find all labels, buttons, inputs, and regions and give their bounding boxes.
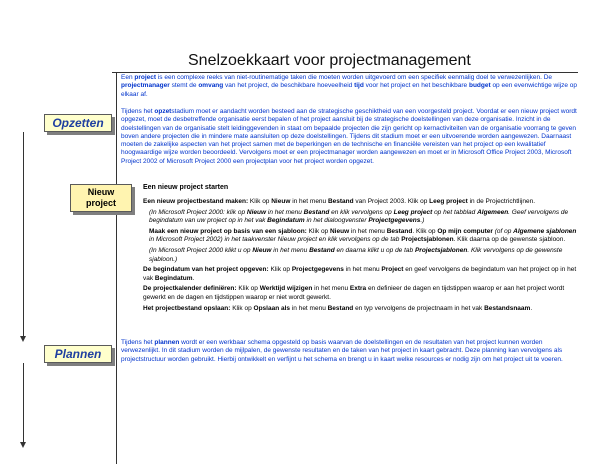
opzetten-arrow-line (23, 132, 24, 337)
instruction-template: Maak een nieuw project op basis van een sjabloon: Klik op Nieuw in het menu Bestand. Klik op Op mijn computer (of op Algemene sjablonen in Microsoft Project 2002) in het taakvenster Nieuw project en klik vervolgens op de tab Projectsjablonen. Klik daarna op de gewenste sjabloon. (149, 228, 577, 244)
phase-plannen: Plannen (44, 345, 112, 363)
title-underline (112, 72, 578, 73)
opzet-paragraph: Tijdens het opzetstadium moet er aandacht worden besteed aan de strategische geschiktheid van een voorgesteld project. Voordat er een nieuw project wordt opgezet, moet de desbetreffende organisatie eerst bepalen of het project aansluit bij de strategische doelstellingen van deze organisatie. Inzicht in de doelstellingen van de organisatie stelt leidinggevenden in staat om bepaalde projecten die zijn gericht op kernactiviteiten van de organisatie voorrang te geven boven andere projecten die in mindere mate aansluiten op deze doelstellingen. Tijdens dit stadium moet er een uitvoerende worden aangewezen. Daarnaast moeten de zakelijke aspecten van het project samen met de beperkingen en de technische en financiële vereisten van het project op een kwalitatief hoogwaardige wijze worden beoordeeld. Vervolgens moet er een projectmanager worden aangewezen en moet er in Microsoft Office Project 2003, Microsoft Project 2002 of Microsoft Project 2000 een projectplan voor het project worden opgezet. (121, 108, 577, 165)
content-divider (116, 72, 117, 464)
step-label-line1: Nieuw (87, 187, 115, 197)
instruction-calendar: De projectkalender definiëren: Klik op Werktijd wijzigen in het menu Extra en definieer de dagen en tijdstippen waarop er aan het project wordt gewerkt en de dagen en tijdstippen waarop er niet wordt gewerkt. (143, 285, 565, 301)
instruction-template-2000: (In Microsoft Project 2000 klikt u op Nieuw in het menu Bestand en daarna klikt u op de tab Projectsjablonen. Klik vervolgens op de gewenste sjabloon.) (149, 247, 563, 263)
page-title: Snelzoekkaart voor projectmanagement (188, 52, 471, 69)
new-project-section (143, 184, 581, 315)
phase-opzetten: Opzetten (44, 114, 112, 132)
intro-paragraph: Een project is een complexe reeks van niet-routinematige taken die moeten worden uitgevoerd om een specifiek eenmalig doel te verwezenlijken. De projectmanager stemt de omvang van het project, de beschikbare hoeveelheid tijd voor het project en het beschikbare budget op een evenwichtige wijze op elkaar af. (121, 74, 578, 98)
step-label-line2: project (85, 198, 116, 208)
plannen-arrow-line (23, 363, 24, 443)
plannen-paragraph: Tijdens het plannen wordt er een werkbaar schema opgesteld op basis waarvan de doelstellingen en de resultaten van het project kunnen worden verwezenlijkt. In dit stadium worden de mijlpalen, de gewenste resultaten en de taken van het project in kaart gebracht. Deze planning kan vervolgens als projectstructuur worden gebruikt. Hierbij ontwikkelt en verfijnt u het schema en brengt u in kaart welke resources er nodig zijn om het project uit te voeren. (121, 339, 563, 363)
instruction-new-file: Een nieuw projectbestand maken: Klik op Nieuw in het menu Bestand van Project 2003. Klik op Leeg project in de Projectrichtlijnen. (143, 198, 535, 206)
step-new-project (70, 184, 132, 212)
plannen-arrow-head (20, 442, 26, 448)
instruction-new-file-2000: (In Microsoft Project 2000: klik op Nieuw in het menu Bestand en klik vervolgens op Leeg project op het tabblad Algemeen. Geef vervolgens de begindatum van uw project op in het vak Begindatum in het dialoogvenster Projectgegevens.) (149, 209, 569, 225)
instruction-start-date: De begindatum van het project opgeven: Klik op Projectgegevens in het menu Project en geef vervolgens de begindatum van het project op in het vak Begindatum. (143, 266, 577, 282)
new-project-heading: Een nieuw project starten (143, 184, 229, 191)
opzetten-arrow-head (20, 336, 26, 342)
instruction-save: Het projectbestand opslaan: Klik op Opslaan als in het menu Bestand en typ vervolgens de projectnaam in het vak Bestandsnaam. (143, 304, 533, 312)
